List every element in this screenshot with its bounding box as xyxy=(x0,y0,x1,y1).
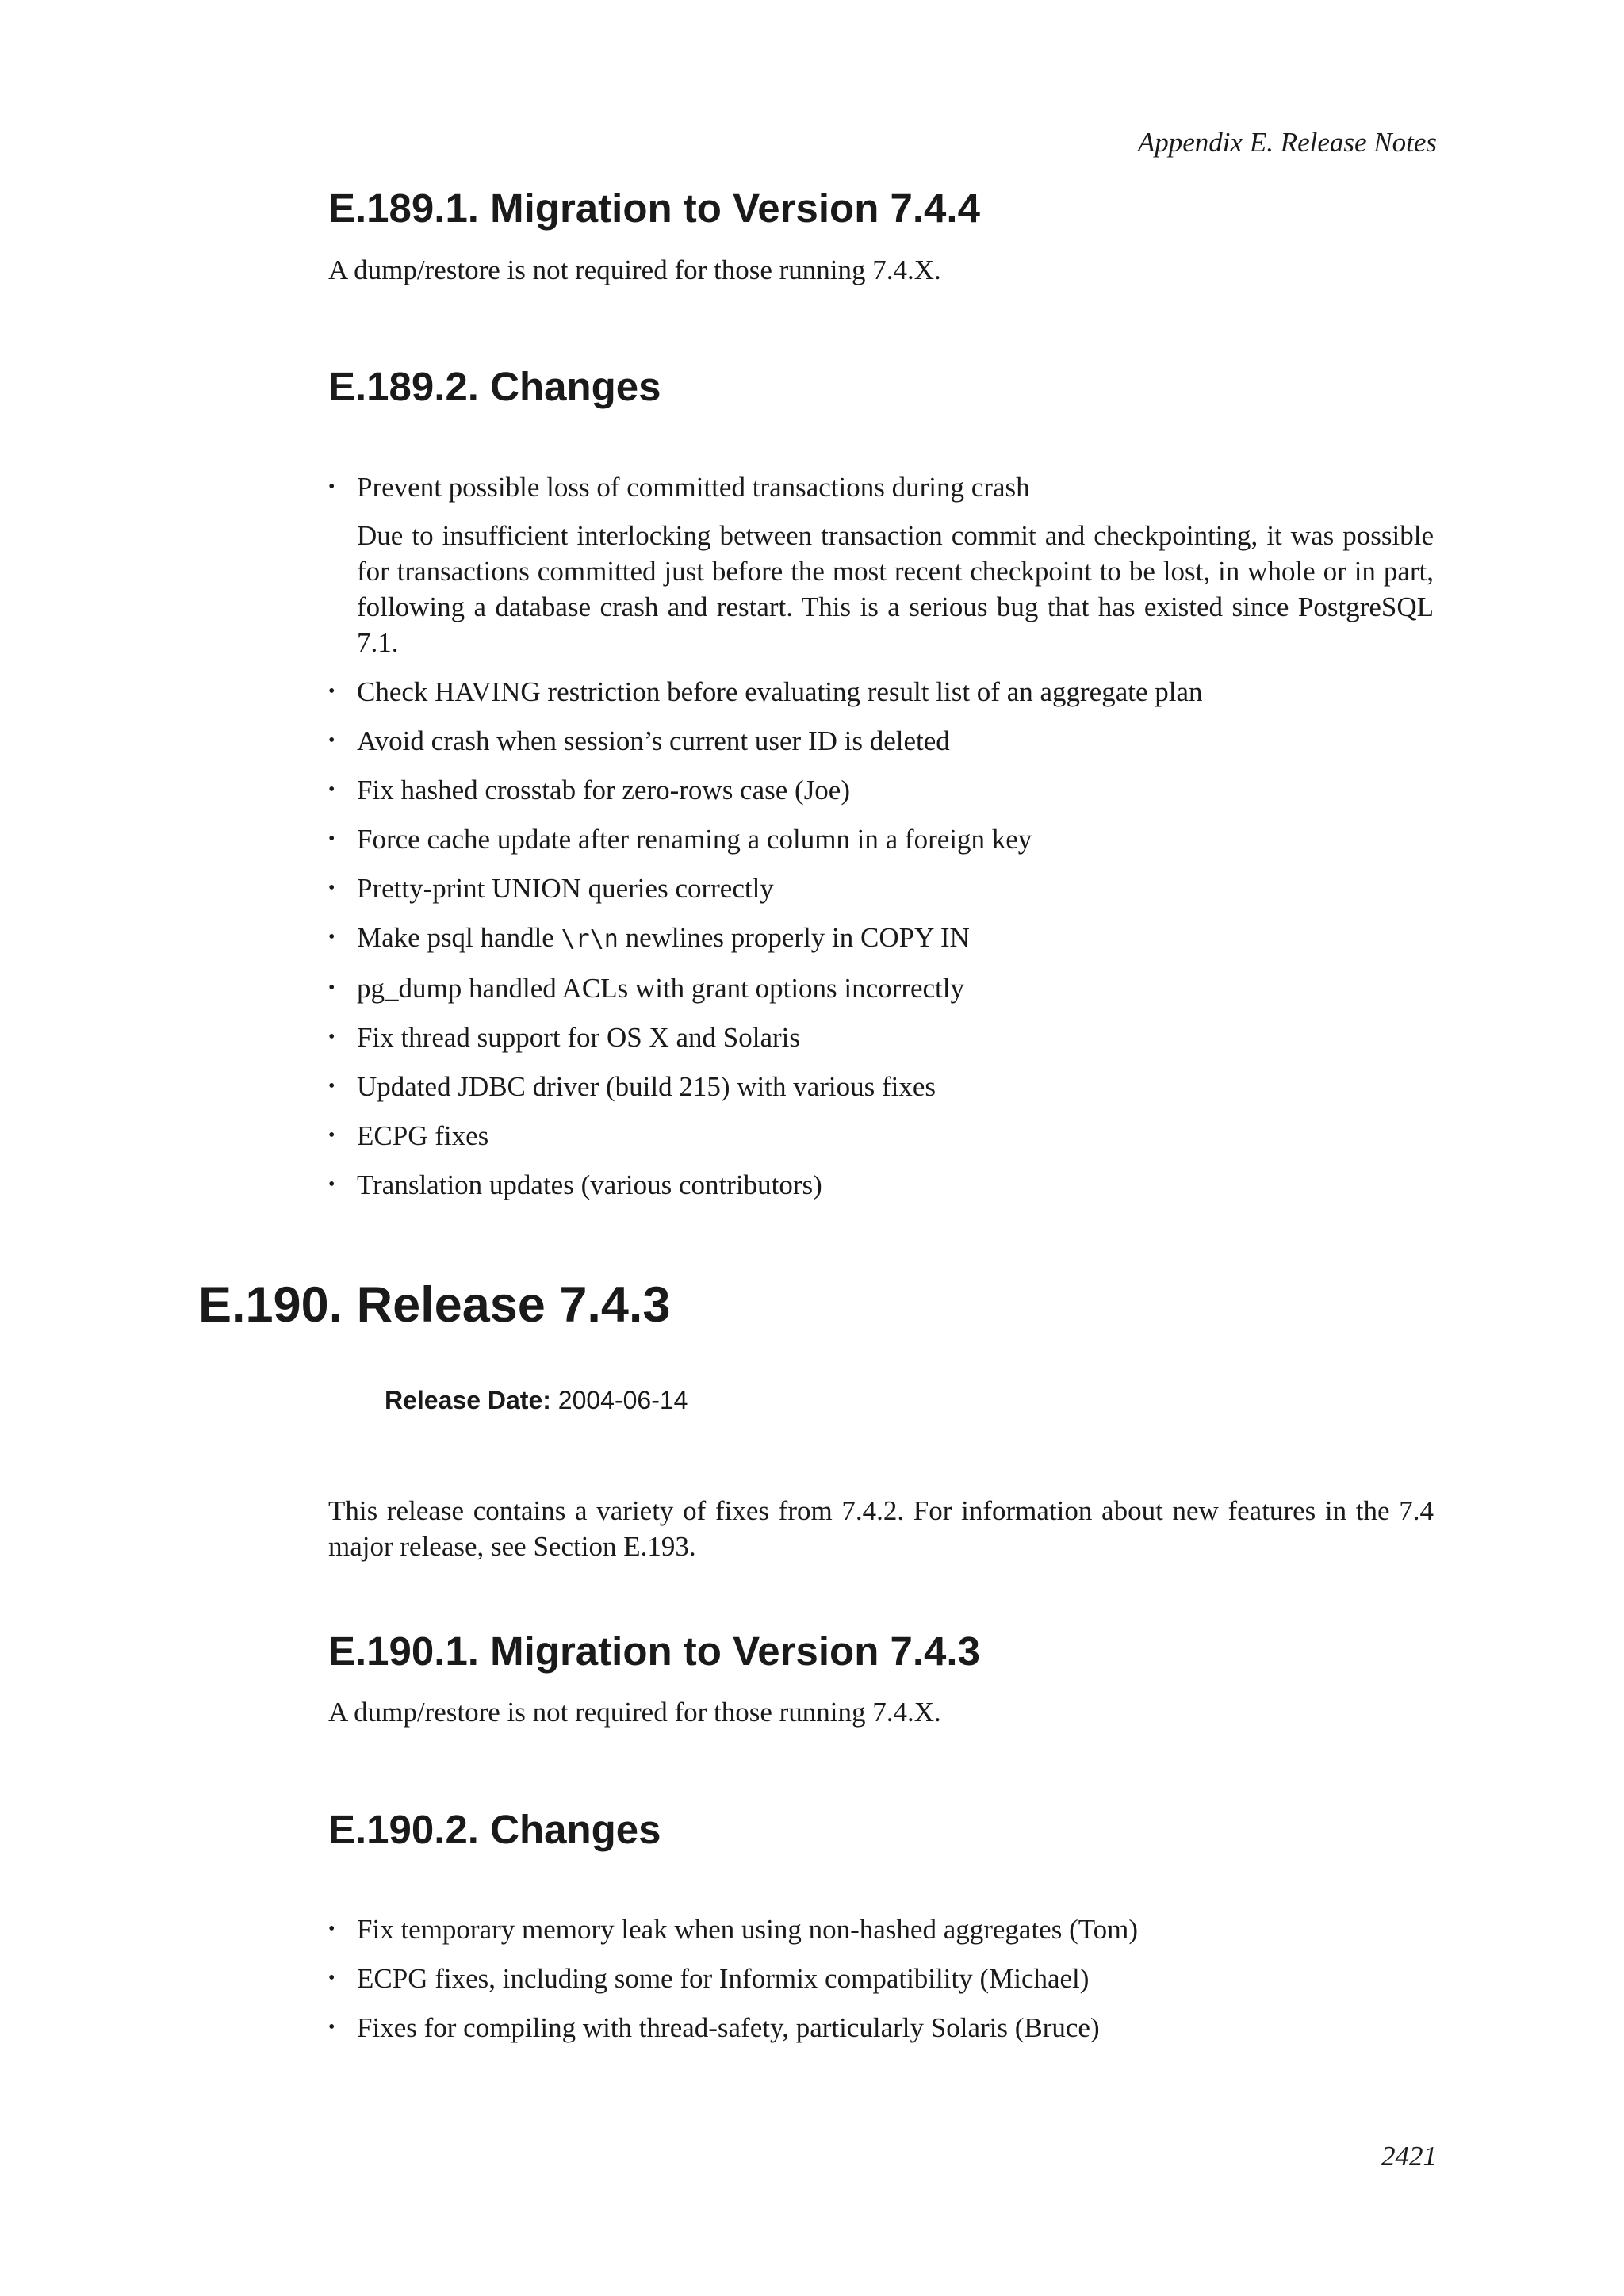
list-item xyxy=(328,1020,1434,1055)
list-item xyxy=(328,1118,1434,1154)
changes-list-e189-2 xyxy=(328,469,1434,1216)
list-item-label: Pretty-print UNION queries correctly xyxy=(357,873,774,904)
list-item-label: Fix temporary memory leak when using non-hashed aggregates (Tom) xyxy=(357,1914,1139,1945)
list-item-label-post: newlines properly in COPY IN xyxy=(618,922,970,953)
list-item xyxy=(328,821,1434,857)
list-item xyxy=(328,674,1434,710)
list-item-label-pre: Make psql handle xyxy=(357,922,561,953)
list-item-label: Translation updates (various contributors) xyxy=(357,1169,822,1200)
list-item xyxy=(328,772,1434,808)
list-item-label: • Prevent possible loss of committed transactions during crash xyxy=(357,472,1030,503)
release-date-label: Release Date: xyxy=(385,1386,551,1414)
section-title-e189-2: E.189.2. Changes xyxy=(328,364,661,409)
section-title-e189-1: E.189.1. Migration to Version 7.4.4 xyxy=(328,186,980,231)
list-item xyxy=(328,1069,1434,1104)
changes-list-e190-2 xyxy=(328,1911,1434,2059)
list-item-label: Force cache update after renaming a column in a foreign key xyxy=(357,824,1032,855)
running-header: Appendix E. Release Notes xyxy=(1137,127,1437,158)
release-intro: This release contains a variety of fixes from 7.4.2. For information about new features in the 7.4 major release, see Section E.193. xyxy=(328,1495,1434,1562)
list-item-label: Avoid crash when session’s current user ID is deleted xyxy=(357,725,950,756)
list-item xyxy=(328,871,1434,906)
chapter-title-e190: E.190. Release 7.4.3 xyxy=(198,1277,671,1333)
release-date xyxy=(385,1386,688,1415)
list-item xyxy=(328,2010,1434,2045)
list-item-label: ECPG fixes, including some for Informix compatibility (Michael) xyxy=(357,1963,1090,1994)
list-item xyxy=(328,1167,1434,1203)
list-item xyxy=(328,970,1434,1006)
list-item-label: Fixes for compiling with thread-safety, particularly Solaris (Bruce) xyxy=(357,2012,1100,2043)
section-title-e190-1: E.190.1. Migration to Version 7.4.3 xyxy=(328,1628,980,1674)
list-item-label: Check HAVING restriction before evaluating result list of an aggregate plan xyxy=(357,676,1203,707)
list-item xyxy=(328,920,1434,957)
list-item-label: pg_dump handled ACLs with grant options incorrectly xyxy=(357,973,965,1004)
section-text-e190-1: A dump/restore is not required for those running 7.4.X. xyxy=(328,1697,941,1728)
list-item-label: ECPG fixes xyxy=(357,1120,489,1151)
list-item-label: Updated JDBC driver (build 215) with various fixes xyxy=(357,1071,936,1102)
inline-code: \r\n xyxy=(561,925,619,953)
list-item xyxy=(328,469,1434,660)
list-item-label: Fix hashed crosstab for zero-rows case (Joe) xyxy=(357,775,851,806)
list-item-label: Fix thread support for OS X and Solaris xyxy=(357,1022,800,1053)
list-item xyxy=(328,1911,1434,1947)
list-item xyxy=(328,723,1434,759)
section-title-e190-2: E.190.2. Changes xyxy=(328,1807,661,1852)
release-date-value: 2004-06-14 xyxy=(557,1386,688,1414)
list-item-detail: Due to insufficient interlocking between transaction commit and checkpointing, it was possible for transactions committed just before the most recent checkpoint to be lost, in whole or in part, following a database crash and restart. This is a serious bug that has existed since PostgreSQL 7.1. xyxy=(357,520,1434,658)
section-text-e189-1: A dump/restore is not required for those running 7.4.X. xyxy=(328,254,941,285)
page-number: 2421 xyxy=(1381,2141,1437,2172)
list-item xyxy=(328,1961,1434,1996)
